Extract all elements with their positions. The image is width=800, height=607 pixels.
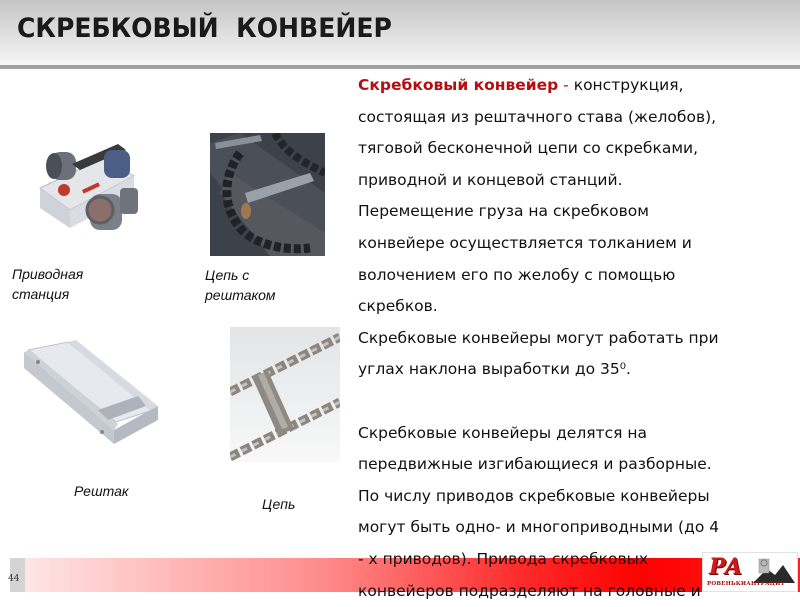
chain-trough-caption	[205, 265, 275, 305]
description-line: Перемещение груза на скребковом	[358, 196, 798, 228]
description-line: передвижные изгибающиеся и разборные.	[358, 449, 798, 481]
chain-trough-photo	[210, 133, 325, 256]
slide-header	[0, 0, 800, 65]
drive-station-caption	[12, 264, 83, 304]
description-line: конвейере осуществляется толканием и	[358, 228, 798, 260]
term-dash: -	[558, 76, 573, 94]
term-highlight: Скребковый конвейер	[358, 76, 558, 94]
trough-caption	[74, 481, 129, 501]
description-line: Скребковые конвейеры могут работать при	[358, 323, 798, 355]
drive-station-image	[22, 128, 152, 250]
description-line: тяговой бесконечной цепи со скребками,	[358, 133, 798, 165]
line-text: конструкция,	[574, 76, 684, 94]
description-line-0	[358, 70, 798, 102]
caption-line: Рештак	[74, 481, 129, 501]
logo-company-name: РОВЕНЬКИАНТРАЦИТ	[707, 581, 785, 587]
header-divider	[0, 65, 800, 69]
company-logo	[702, 552, 798, 592]
mine-mountain-icon	[751, 557, 795, 583]
logo-mark: РА	[709, 554, 741, 580]
caption-line: станция	[12, 284, 83, 304]
caption-line: Приводная	[12, 264, 83, 284]
description-line: приводной и концевой станций.	[358, 165, 798, 197]
trough-image	[18, 340, 158, 450]
chain-image	[230, 327, 340, 462]
description-text	[358, 70, 798, 607]
description-line: могут быть одно- и многоприводными (до 4	[358, 512, 798, 544]
description-line: скребков.	[358, 291, 798, 323]
caption-line: Цепь с	[205, 265, 275, 285]
caption-line: Цепь	[262, 494, 295, 514]
description-line: - х приводов). Привода скребковых	[358, 544, 798, 576]
description-line: углах наклона выработки до 35⁰.	[358, 354, 798, 386]
description-line: Скребковые конвейеры делятся на	[358, 418, 798, 450]
page-number: 44	[8, 574, 19, 584]
blank-line	[358, 386, 798, 418]
chain-caption	[262, 494, 295, 514]
description-line: конвейеров подразделяют на головные и	[358, 576, 798, 607]
slide-title: СКРЕБКОВЫЙ КОНВЕЙЕР	[17, 13, 392, 44]
description-line: состоящая из рештачного става (желобов),	[358, 102, 798, 134]
caption-line: рештаком	[205, 285, 275, 305]
description-line: По числу приводов скребковые конвейеры	[358, 481, 798, 513]
description-line: волочением его по желобу с помощью	[358, 260, 798, 292]
